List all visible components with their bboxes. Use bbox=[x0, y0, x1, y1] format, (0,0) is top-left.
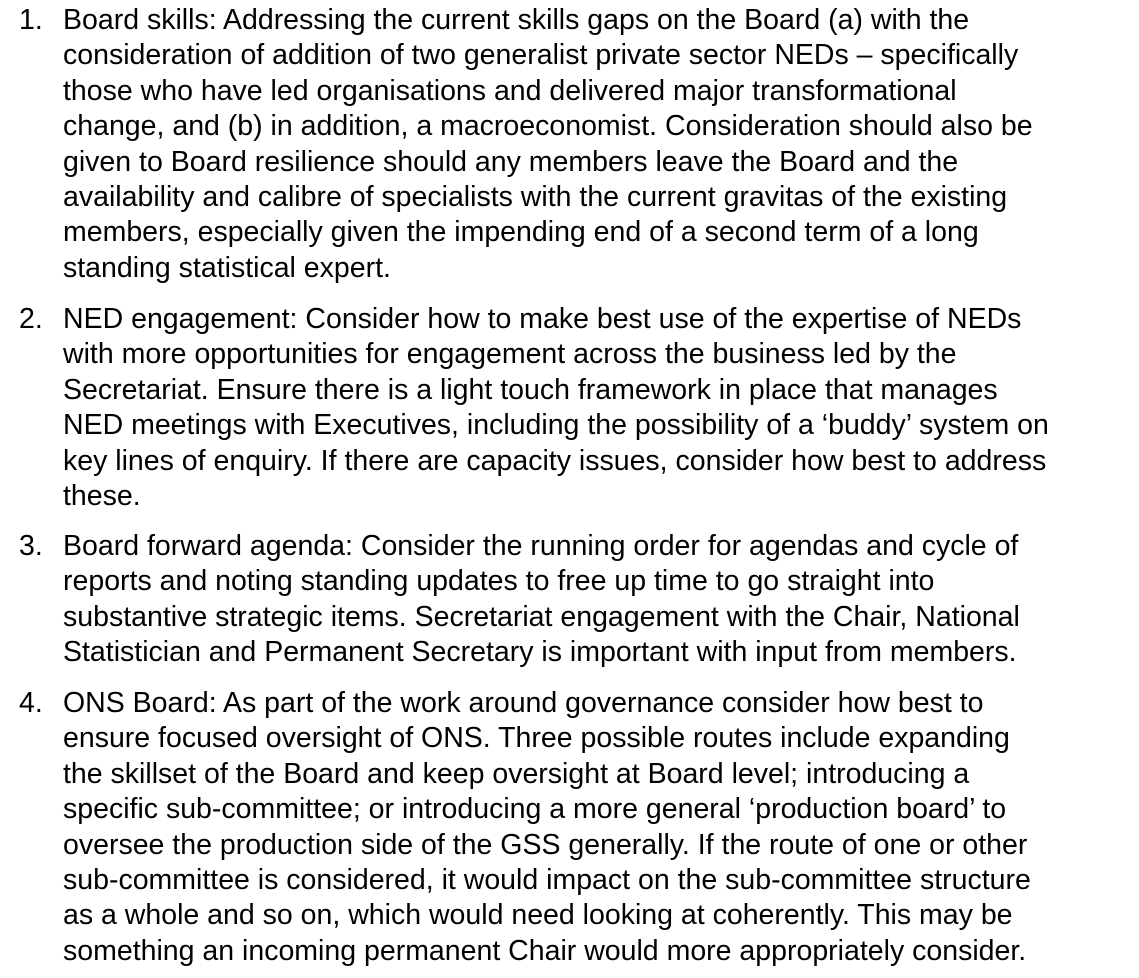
paragraph-line: key lines of enquiry. If there are capacity issues, consider how best to address bbox=[63, 444, 1047, 477]
paragraph-line: with more opportunities for engagement across the business led by the bbox=[63, 338, 957, 371]
paragraph-line: those who have led organisations and delivered major transformational bbox=[63, 74, 957, 107]
paragraph-line: the skillset of the Board and keep oversight at Board level; introducing a bbox=[63, 757, 970, 790]
paragraph-line: members, especially given the impending end of a second term of a long bbox=[63, 216, 979, 249]
paragraph-line: something an incoming permanent Chair would more appropriately consider. bbox=[63, 934, 1027, 967]
paragraph-line: given to Board resilience should any members leave the Board and the bbox=[63, 145, 959, 178]
paragraph-line: ONS Board: As part of the work around governance consider how best to bbox=[63, 687, 984, 719]
list-number: 2. bbox=[19, 303, 43, 335]
paragraph-line: Board forward agenda: Consider the running order for agendas and cycle of bbox=[63, 530, 1019, 562]
paragraph-line: availability and calibre of specialists with the current gravitas of the existing bbox=[63, 181, 1008, 213]
paragraph-line: change, and (b) in addition, a macroeconomist. Consideration should also be bbox=[63, 110, 1033, 143]
paragraph-line: sub-committee is considered, it would impact on the sub-committee structure bbox=[63, 864, 1031, 896]
paragraph-line: NED meetings with Executives, including the possibility of a ‘buddy’ system on bbox=[63, 409, 1049, 442]
paragraph-line: these. bbox=[63, 480, 141, 512]
paragraph-line: standing statistical expert. bbox=[63, 251, 391, 284]
paragraph-line: reports and noting standing updates to free up time to go straight into bbox=[63, 565, 935, 598]
paragraph-line: substantive strategic items. Secretariat engagement with the Chair, National bbox=[63, 600, 1020, 633]
list-number: 3. bbox=[19, 530, 43, 562]
paragraph-line: Secretariat. Ensure there is a light touch framework in place that manages bbox=[63, 373, 998, 406]
list-number: 1. bbox=[19, 4, 43, 36]
paragraph-line: as a whole and so on, which would need looking at coherently. This may be bbox=[63, 899, 1013, 932]
paragraph-line: ensure focused oversight of ONS. Three possible routes include expanding bbox=[63, 722, 1010, 755]
paragraph-line: Statistician and Permanent Secretary is important with input from members. bbox=[63, 636, 1017, 669]
paragraph-line: specific sub-committee; or introducing a more general ‘production board’ to bbox=[63, 793, 1007, 826]
paragraph-line: Board skills: Addressing the current skills gaps on the Board (a) with the bbox=[63, 4, 970, 36]
paragraph-line: consideration of addition of two generalist private sector NEDs – specifically bbox=[63, 39, 1019, 72]
list-number: 4. bbox=[19, 687, 43, 719]
paragraph-line: NED engagement: Consider how to make best use of the expertise of NEDs bbox=[63, 303, 1022, 335]
paragraph-line: oversee the production side of the GSS generally. If the route of one or other bbox=[63, 828, 1028, 861]
